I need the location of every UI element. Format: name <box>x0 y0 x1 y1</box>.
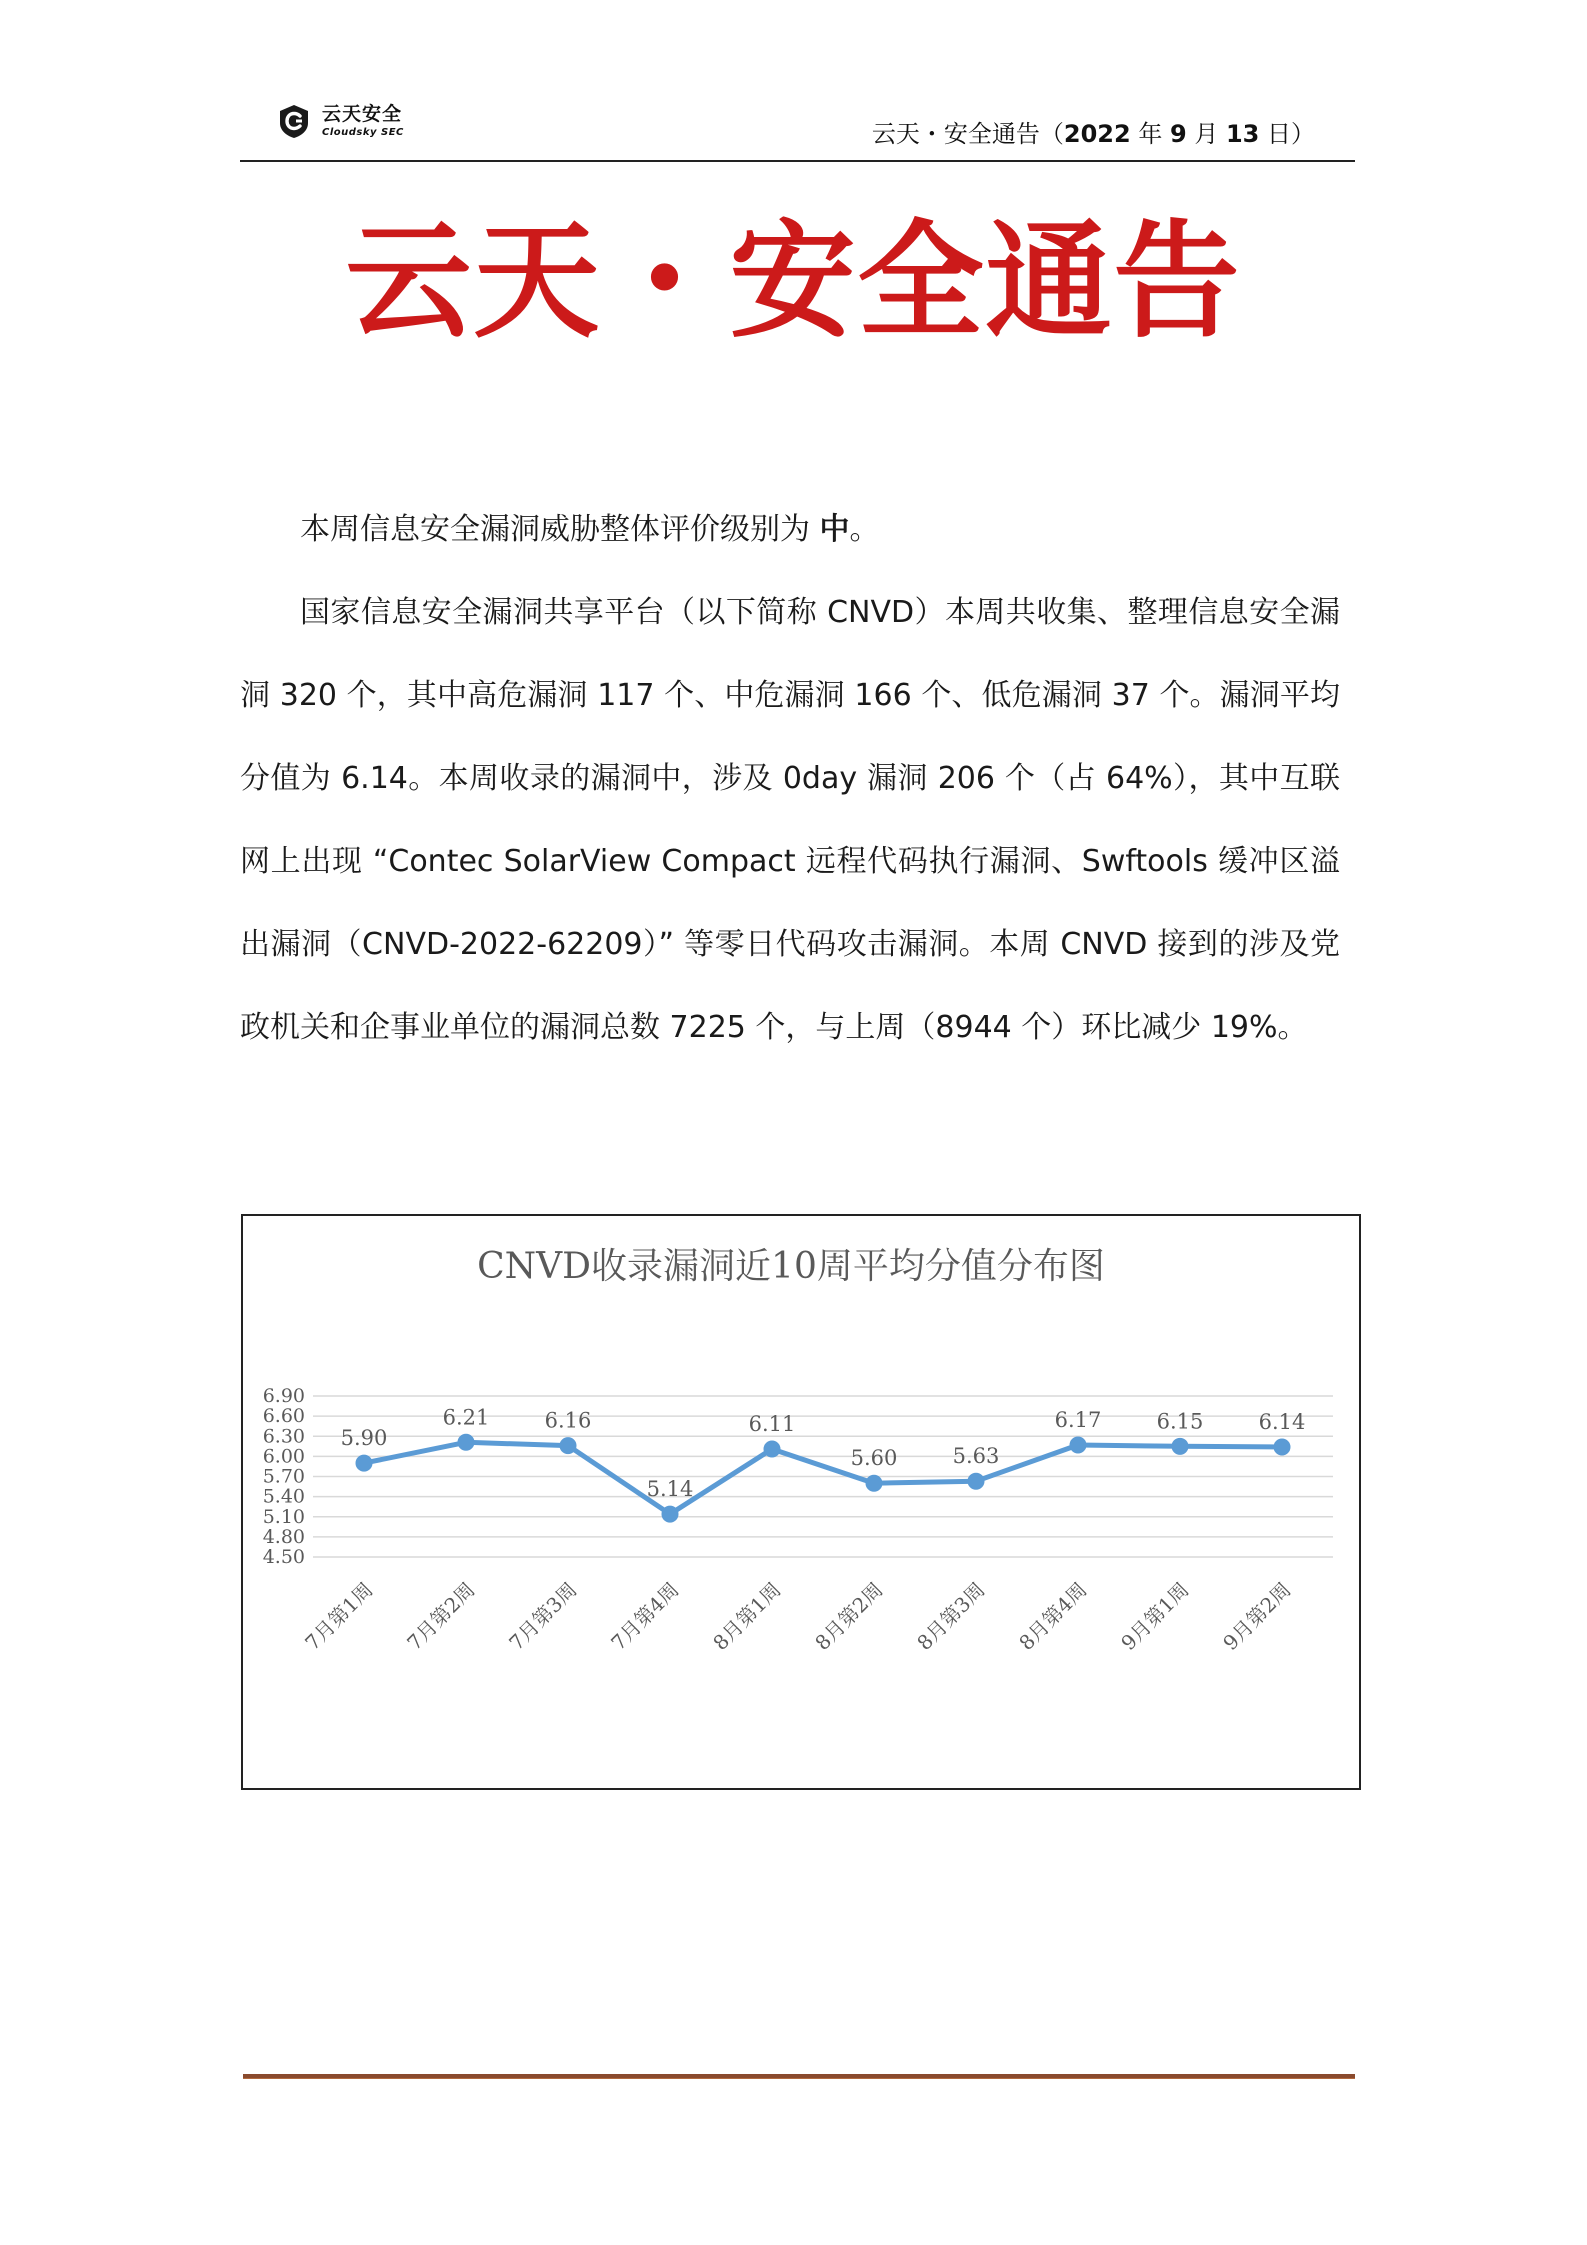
header-year-unit: 年 <box>1138 120 1163 148</box>
data-point <box>968 1473 984 1489</box>
series-line <box>364 1442 1282 1514</box>
y-tick-label: 5.70 <box>262 1465 305 1488</box>
x-tick-label: 7月第1周 <box>300 1577 378 1655</box>
y-tick-label: 4.50 <box>262 1546 305 1568</box>
cloudsky-logo-icon <box>276 103 312 139</box>
y-tick-label: 4.80 <box>262 1525 305 1548</box>
y-tick-label: 6.90 <box>262 1385 305 1407</box>
x-tick-label: 7月第2周 <box>402 1577 480 1655</box>
header-day: 13 <box>1225 120 1260 148</box>
data-label: 6.17 <box>1054 1407 1102 1432</box>
x-tick-label: 8月第2周 <box>810 1577 888 1655</box>
logo-chinese-name: 云天安全 <box>322 102 403 125</box>
data-label: 6.11 <box>748 1411 796 1436</box>
data-point <box>662 1506 678 1522</box>
header-month: 9 <box>1169 120 1187 148</box>
y-axis-ticks <box>263 1385 305 1568</box>
threat-level-paragraph <box>240 488 1340 571</box>
page-header <box>240 92 1355 162</box>
logo-english-name: Cloudsky SEC <box>322 126 404 138</box>
chart-title: CNVD收录漏洞近10周平均分值分布图 <box>477 1246 1105 1287</box>
data-label: 5.90 <box>340 1426 388 1451</box>
data-point <box>1172 1438 1188 1454</box>
x-tick-label: 9月第1周 <box>1116 1577 1194 1655</box>
threat-level-end: 。 <box>849 512 880 547</box>
threat-level-value: 中 <box>819 512 850 547</box>
y-tick-label: 6.00 <box>262 1445 305 1468</box>
data-label: 5.14 <box>646 1477 694 1502</box>
data-point <box>560 1438 576 1454</box>
y-tick-label: 6.60 <box>262 1405 305 1428</box>
line-chart-svg <box>243 1216 1359 1788</box>
y-tick-label: 6.30 <box>262 1425 305 1448</box>
data-label: 6.15 <box>1156 1409 1204 1434</box>
x-tick-label: 8月第1周 <box>708 1577 786 1655</box>
data-label: 6.16 <box>544 1408 592 1433</box>
header-notice-date <box>872 114 1315 149</box>
x-tick-label: 9月第2周 <box>1218 1577 1296 1655</box>
data-label: 6.14 <box>1258 1409 1306 1434</box>
data-label: 5.60 <box>850 1446 898 1471</box>
score-chart <box>241 1214 1361 1790</box>
data-point <box>356 1455 372 1471</box>
header-day-unit: 日） <box>1267 120 1315 148</box>
data-point <box>764 1441 780 1457</box>
x-tick-label: 7月第3周 <box>504 1577 582 1655</box>
x-tick-label: 7月第4周 <box>606 1577 684 1655</box>
x-axis-ticks <box>300 1578 1295 1655</box>
company-logo <box>276 98 404 144</box>
data-point <box>1070 1437 1086 1453</box>
threat-level-text: 本周信息安全漏洞威胁整体评价级别为 <box>300 512 820 547</box>
data-label: 6.21 <box>442 1405 490 1430</box>
y-tick-label: 5.10 <box>262 1505 305 1528</box>
header-month-unit: 月 <box>1194 120 1219 148</box>
header-prefix: 云天・安全通告（ <box>871 120 1064 148</box>
notice-body <box>240 488 1340 1069</box>
header-year: 2022 <box>1063 120 1131 148</box>
x-tick-label: 8月第3周 <box>912 1577 990 1655</box>
summary-paragraph: 国家信息安全漏洞共享平台（以下简称 CNVD）本周共收集、整理信息安全漏洞 320 个，其中高危漏洞 117 个、中危漏洞 166 个、低危漏洞 37 个。漏洞平均分值为 6.14。本周收录的漏洞中，涉及 0day 漏洞 206 个（占 64%），其中互联网上出现 “Contec SolarView Compact 远程代码执行漏洞、Swftools 缓冲区溢出漏洞（CNVD-2022-62209）” 等零日代码攻击漏洞。本周 CNVD 接到的涉及党政机关和企事业单位的漏洞总数 7225 个，与上周（8944 个）环比减少 19%。 <box>240 595 1340 1045</box>
data-point <box>866 1475 882 1491</box>
x-tick-label: 8月第4周 <box>1014 1577 1092 1655</box>
data-point <box>1274 1439 1290 1455</box>
data-labels <box>341 1405 1306 1501</box>
data-point <box>458 1434 474 1450</box>
page-title: 云天・安全通告 <box>345 207 1242 355</box>
y-tick-label: 5.40 <box>262 1485 305 1508</box>
footer-divider <box>243 2074 1355 2079</box>
data-label: 5.63 <box>952 1444 1000 1469</box>
